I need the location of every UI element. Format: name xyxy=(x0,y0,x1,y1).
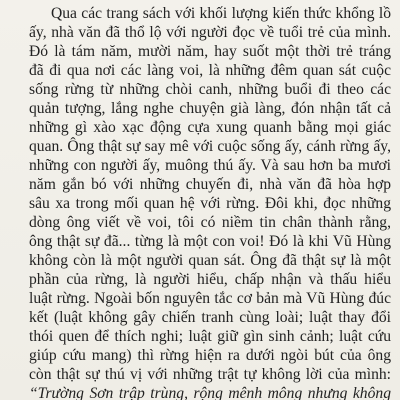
text-line-3: Đó là tám năm, mười năm, hay suốt một thời trẻ tráng xyxy=(29,43,391,60)
text-line-6: quản tượng, lắng nghe chuyện già làng, đón nhận tất cả xyxy=(29,100,391,117)
text-line-7: những gì xào xạc động cựa xung quanh bằng mọi giác xyxy=(29,119,391,136)
text-line-18: thói quen để thích nghi; luật giữ gìn sinh cảnh; luật cứu xyxy=(29,328,391,345)
text-line-14: không còn là một người quan sát. Ông đã thật sự là một xyxy=(29,252,391,269)
text-line-9: những con người ấy, muông thú ấy. Và sau hơn ba mươi xyxy=(29,157,391,174)
text-line-16: luật rừng. Ngoài bốn nguyên tắc cơ bản mà Vũ Hùng đúc xyxy=(29,290,391,307)
text-line-11: sâu xa trong mối quan hệ với rừng. Đôi khi, đọc những xyxy=(29,195,391,212)
text-line-19: giúp cứu mang) thì rừng hiện ra dưới ngòi bút của ông xyxy=(29,347,391,364)
text-line-8: quan. Ông thật sự say mê với cuộc sống ấy, cánh rừng ấy, xyxy=(29,138,391,155)
text-line-1: Qua các trang sách với khối lượng kiến thức khổng lồ xyxy=(51,5,391,22)
text-line-20: còn thật sự thú vị với những trật tự không lời của mình: xyxy=(29,366,391,383)
text-line-17: kết (luật không gây chiến tranh cùng loài; luật thay đổi xyxy=(29,309,391,326)
text-line-15: phần của rừng, là người hiểu, chấp nhận và thấu hiểu xyxy=(29,271,391,288)
text-line-5: sống rừng từ những chòi canh, những buổi đi theo các xyxy=(29,81,391,98)
text-line-12: dòng ông viết về voi, tôi có niềm tin chân thành rằng, xyxy=(29,214,391,231)
text-line-13: ông thật sự đã... từng là một con voi! Đó là khi Vũ Hùng xyxy=(29,233,391,250)
text-line-4: đã đi qua nơi các làng voi, là những đêm quan sát cuộc xyxy=(29,62,391,79)
text-line-2: ấy, nhà văn đã thổ lộ với người đọc về tuổi trẻ của mình. xyxy=(29,24,391,41)
text-line-21: “Trường Sơn trập trùng, rộng mênh mông nhưng không xyxy=(29,385,391,400)
text-line-10: năm gắn bó với những chuyến đi, nhà văn đã hòa hợp xyxy=(29,176,391,193)
